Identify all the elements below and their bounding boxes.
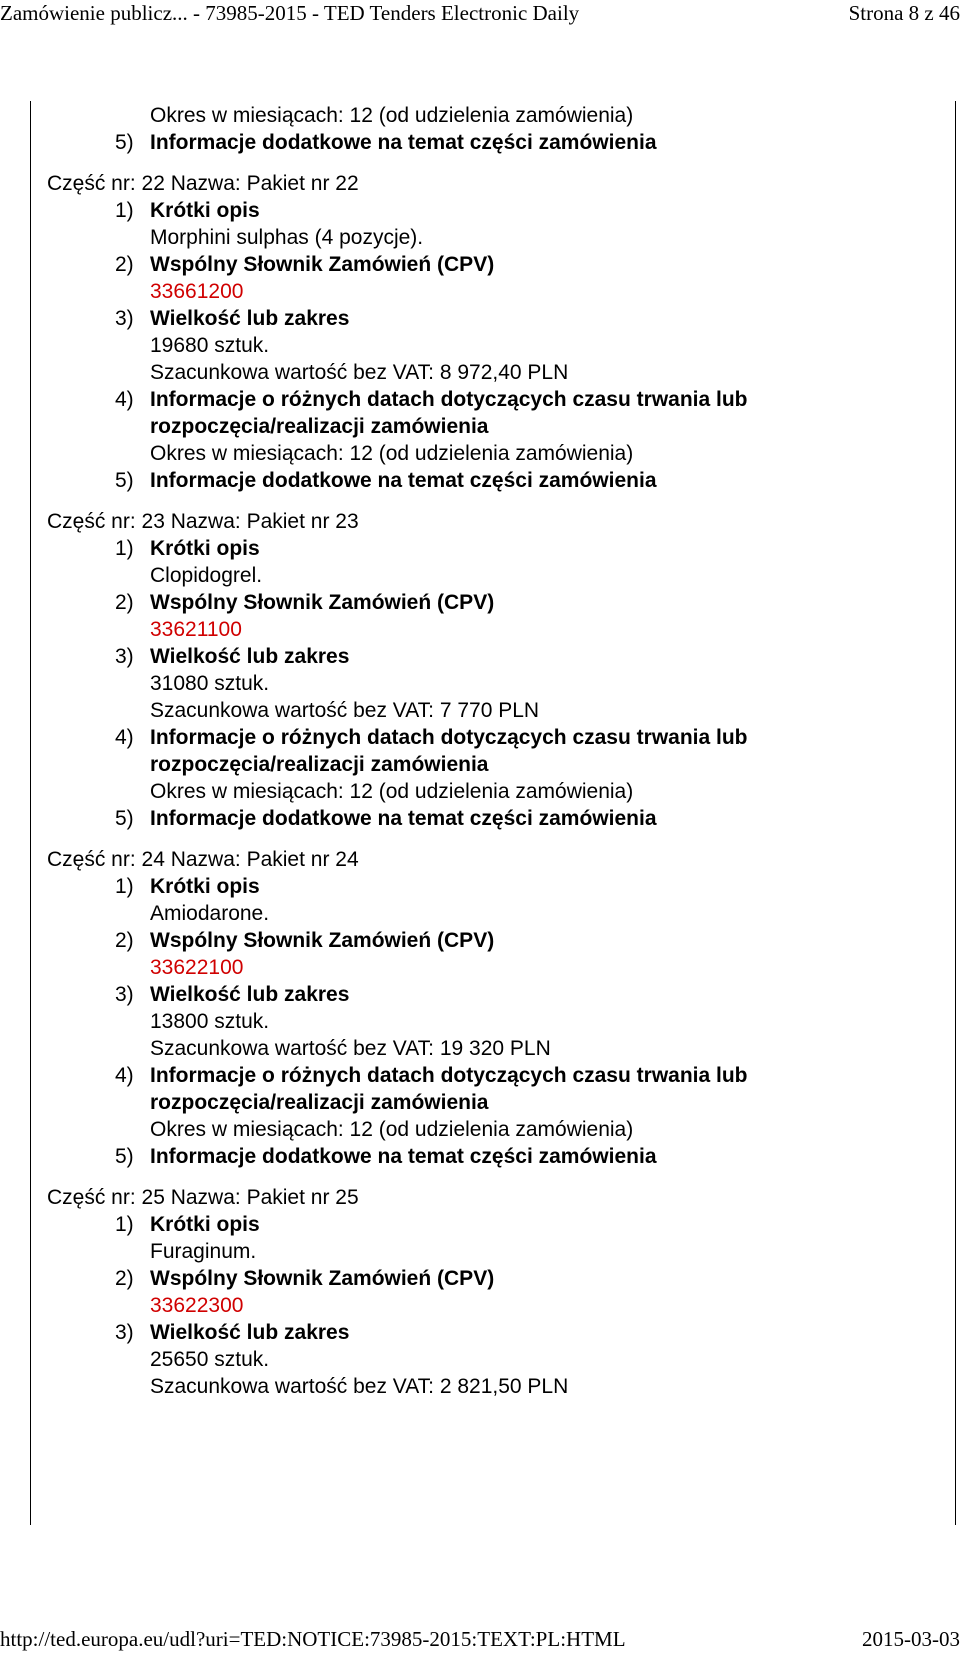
item-scope: 3) Wielkość lub zakres (115, 983, 350, 1006)
item-short-desc: 1) Krótki opis (115, 875, 260, 898)
part-22 (0, 170, 960, 494)
part-heading: Część nr: 25 Nazwa: Pakiet nr 25 (47, 1186, 359, 1209)
short-desc-text: Morphini sulphas (4 pozycje). (150, 226, 424, 249)
item-extra-info: 5) Informacje dodatkowe na temat części zamówienia (115, 1145, 657, 1168)
item-cpv: 2) Wspólny Słownik Zamówień (CPV) (115, 591, 495, 614)
item-cpv: 2) Wspólny Słownik Zamówień (CPV) (115, 253, 495, 276)
item-dates: 4) Informacje o różnych datach dotyczących czasu trwania lub (115, 726, 748, 749)
footer-date: 2015-03-03 (862, 1627, 960, 1651)
short-desc-text: Furaginum. (150, 1240, 257, 1263)
cpv-code: 33622300 (150, 1294, 244, 1317)
value-text: Szacunkowa wartość bez VAT: 2 821,50 PLN (150, 1375, 569, 1398)
item-extra-info: 5) Informacje dodatkowe na temat części zamówienia (115, 469, 657, 492)
notice-content (0, 102, 960, 1522)
part-heading: Część nr: 23 Nazwa: Pakiet nr 23 (47, 510, 359, 533)
item-cpv: 2) Wspólny Słownik Zamówień (CPV) (115, 929, 495, 952)
page-footer (0, 1626, 960, 1652)
value-text: Szacunkowa wartość bez VAT: 7 770 PLN (150, 699, 540, 722)
item-extra-info: 5) Informacje dodatkowe na temat części zamówienia (115, 131, 657, 154)
part-heading: Część nr: 24 Nazwa: Pakiet nr 24 (47, 848, 359, 871)
period-text: Okres w miesiącach: 12 (od udzielenia zamówienia) (150, 780, 634, 803)
item-short-desc: 1) Krótki opis (115, 537, 260, 560)
item-scope: 3) Wielkość lub zakres (115, 1321, 350, 1344)
dates-title-cont: rozpoczęcia/realizacji zamówienia (150, 415, 489, 438)
item-dates: 4) Informacje o różnych datach dotyczących czasu trwania lub (115, 388, 748, 411)
item-short-desc: 1) Krótki opis (115, 1213, 260, 1236)
item-scope: 3) Wielkość lub zakres (115, 645, 350, 668)
cpv-code: 33661200 (150, 280, 244, 303)
dates-title-cont: rozpoczęcia/realizacji zamówienia (150, 753, 489, 776)
value-text: Szacunkowa wartość bez VAT: 8 972,40 PLN (150, 361, 569, 384)
item-extra-info: 5) Informacje dodatkowe na temat części zamówienia (115, 807, 657, 830)
cpv-code: 33621100 (150, 618, 242, 641)
header-title: Zamówienie publicz... - 73985-2015 - TED Tenders Electronic Daily (0, 1, 580, 25)
period-text: Okres w miesiącach: 12 (od udzielenia zamówienia) (150, 1118, 634, 1141)
part-25 (0, 1184, 960, 1400)
short-desc-text: Amiodarone. (150, 902, 270, 925)
item-short-desc: 1) Krótki opis (115, 199, 260, 222)
short-desc-text: Clopidogrel. (150, 564, 263, 587)
part-heading: Część nr: 22 Nazwa: Pakiet nr 22 (47, 172, 359, 195)
dates-title-cont: rozpoczęcia/realizacji zamówienia (150, 1091, 489, 1114)
header-page-number: Strona 8 z 46 (848, 1, 960, 25)
period-text: Okres w miesiącach: 12 (od udzielenia zamówienia) (150, 442, 634, 465)
quantity-text: 25650 sztuk. (150, 1348, 270, 1371)
value-text: Szacunkowa wartość bez VAT: 19 320 PLN (150, 1037, 551, 1060)
page-header (0, 0, 960, 26)
item-cpv: 2) Wspólny Słownik Zamówień (CPV) (115, 1267, 495, 1290)
quantity-text: 13800 sztuk. (150, 1010, 270, 1033)
footer-url: http://ted.europa.eu/udl?uri=TED:NOTICE:73985-2015:TEXT:PL:HTML (0, 1627, 626, 1651)
quantity-text: 31080 sztuk. (150, 672, 270, 695)
quantity-text: 19680 sztuk. (150, 334, 270, 357)
period-text: Okres w miesiącach: 12 (od udzielenia zamówienia) (150, 104, 634, 127)
part-24 (0, 846, 960, 1170)
item-dates: 4) Informacje o różnych datach dotyczących czasu trwania lub (115, 1064, 748, 1087)
part-23 (0, 508, 960, 832)
item-scope: 3) Wielkość lub zakres (115, 307, 350, 330)
cpv-code: 33622100 (150, 956, 244, 979)
part-continuation (0, 102, 960, 156)
